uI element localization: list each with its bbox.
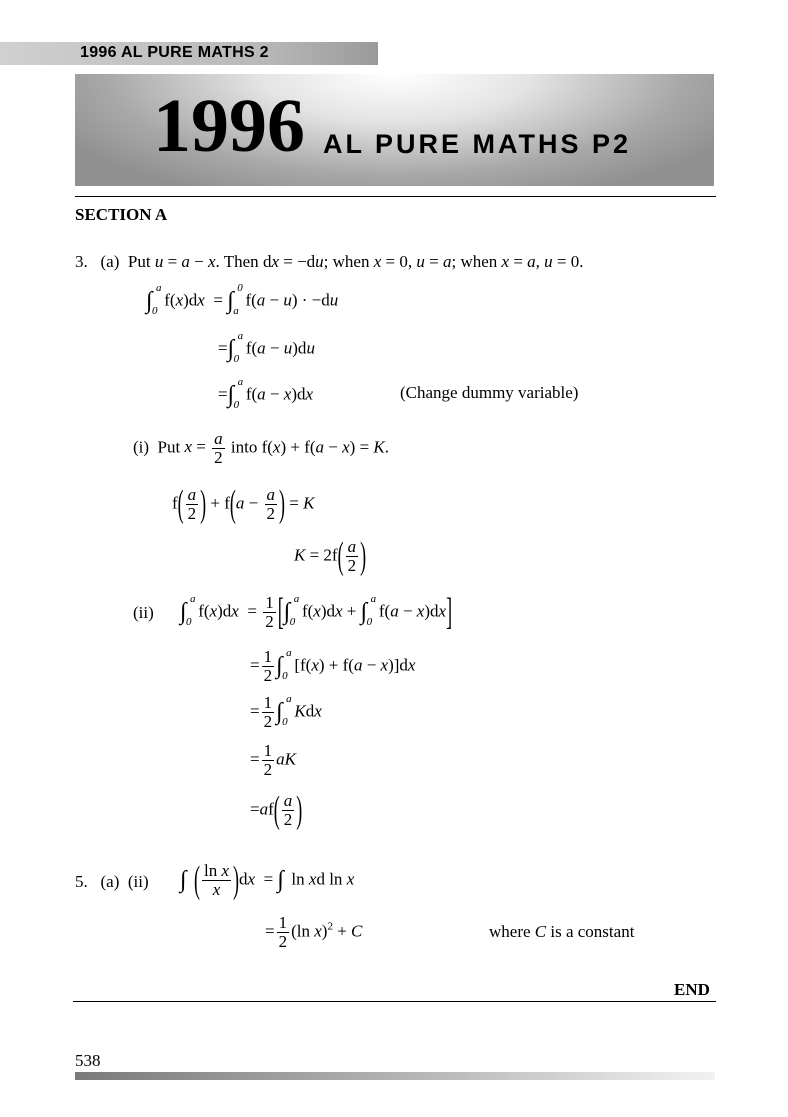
- integral-sign: ∫ a 0: [227, 330, 244, 365]
- banner-year: 1996: [153, 84, 305, 168]
- q5-part-ii: (ii): [127, 872, 149, 891]
- integral-sign: ∫ a 0: [180, 592, 196, 628]
- page-number: 538: [75, 1051, 101, 1070]
- q5-part-a: (a): [100, 872, 120, 891]
- q5-label: [75, 872, 149, 892]
- q3-eq-line-2: =∫ a 0 f(a − u)du: [218, 330, 315, 365]
- integral-sign: ∫ a 0: [276, 692, 292, 728]
- footer-gradient-bar: [75, 1072, 715, 1080]
- part-ii-eq-4: = $\frac{1}{2}$ aK: [250, 741, 296, 779]
- header-rule: [75, 196, 716, 197]
- q3-limit-1: x = 0, u = a;: [373, 252, 457, 271]
- part-i-functional-eq: f(x) + f(a − x) = K.: [261, 437, 390, 457]
- q3-eq-line-3: =∫ a 0 f(a − x)dx: [218, 376, 314, 411]
- q5-eq-2: = $\frac{1}{2}$ (ln x)$^2$ + C: [265, 913, 363, 951]
- q3-differential: dx = −du;: [262, 252, 329, 271]
- integral-sign: ∫ a 0: [146, 282, 162, 317]
- section-heading: SECTION A: [75, 205, 168, 224]
- q3-intro-line: [75, 252, 584, 272]
- running-header-text: 1996 AL PURE MATHS 2: [80, 44, 269, 61]
- part-i-eq-1: f( $\frac{a}{2}$ ) + f(a − $\frac{a}{2}$ ) = K: [172, 482, 315, 525]
- q3-limit-2: x = a, u = 0.: [501, 252, 584, 271]
- q5-eq-1: ∫ ( $\frac{\text{ln x}}{x}$ )dx = ∫ ln xd ln x: [180, 858, 355, 901]
- part-i-into: into: [230, 437, 258, 457]
- part-ii-eq-1: ∫ a 0 f(x)dx = $\frac{1}{2}$ [∫ a 0 f(x)dx + ∫ a 0 f(a − x)dx]: [180, 590, 453, 633]
- q3-when-word-2: when: [460, 252, 498, 271]
- part-ii-label: (ii): [133, 603, 154, 622]
- part-i-label: (i): [133, 437, 150, 457]
- q3-then-word: Then: [223, 252, 259, 271]
- q5-number: 5.: [75, 872, 88, 891]
- constant-note-pre: where: [489, 922, 531, 941]
- integral-sign: ∫ 0 a: [227, 282, 243, 317]
- integral-sign: ∫ a 0: [227, 376, 244, 411]
- part-i-line: [133, 430, 389, 467]
- part-i-eq-2: K = 2f( $\frac{a}{2}$ ): [294, 534, 367, 577]
- banner-title: AL PURE MATHS P2: [323, 129, 632, 159]
- end-rule: [73, 1001, 716, 1002]
- q3-part-a: (a): [100, 252, 120, 271]
- part-ii-eq-5: =af( $\frac{a}{2}$ ): [250, 788, 303, 831]
- constant-note-post: is a constant: [550, 922, 635, 941]
- end-label: END: [674, 980, 710, 999]
- q3-eq-line-1: ∫ a 0 f(x)dx = ∫ 0 a f(a − u) · −du: [146, 282, 339, 317]
- part-ii-eq-3: = $\frac{1}{2}$ ∫ a 0 Kdx: [250, 692, 322, 731]
- constant-note: [489, 922, 634, 942]
- part-i-sub: x = $\frac{a}{2}$: [184, 429, 223, 467]
- dummy-variable-comment: (Change dummy variable): [400, 383, 579, 402]
- integral-sign: ∫: [277, 866, 284, 893]
- part-ii-eq-2: = $\frac{1}{2}$ ∫ a 0 [f(x) + f(a − x)]dx: [250, 646, 416, 685]
- running-header-bar: [0, 42, 378, 65]
- q3-substitution: u = a − x.: [154, 252, 220, 271]
- integral-sign: ∫ a 0: [283, 592, 300, 628]
- integral-sign: ∫: [180, 866, 187, 893]
- q3-put-word: Put: [127, 252, 151, 271]
- q3-number: 3.: [75, 252, 88, 271]
- integral-sign: ∫ a 0: [276, 646, 292, 682]
- part-i-put: Put: [157, 437, 181, 457]
- constant-note-var: C: [534, 922, 547, 941]
- q3-when-word-1: when: [332, 252, 370, 271]
- integral-sign: ∫ a 0: [360, 592, 377, 628]
- title-banner: [75, 74, 714, 186]
